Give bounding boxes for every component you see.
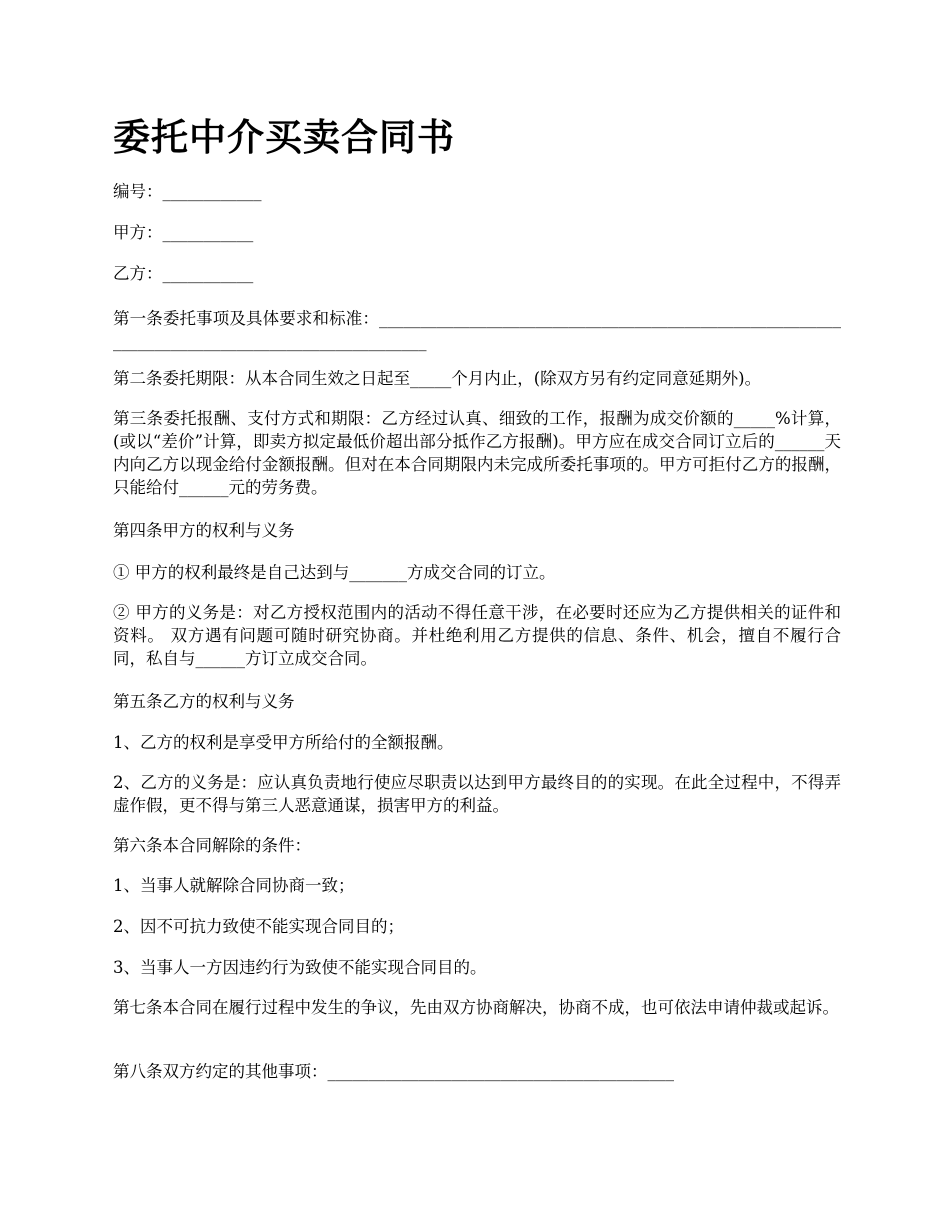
article-2-paragraph: 第二条委托期限：从本合同生效之日起至_____个月内止，(除双方另有约定同意延期外)。 [113,369,762,388]
article-4-heading: 第四条甲方的权利与义务 [113,521,295,540]
article-1-paragraph: 第一条委托事项及具体要求和标准：______________________________________________________________________________________________ [113,309,841,351]
article-6-item-2: 2、因不可抗力致使不能实现合同目的； [113,917,404,936]
contract-number-line: 编号：____________ [113,182,262,201]
party-b-line: 乙方：___________ [113,264,254,283]
article-4-item-2: ② 甲方的义务是：对乙方授权范围内的活动不得任意干涉，在必要时还应为乙方提供相关的证件和资料。 双方遇有问题可随时研究协商。并杜绝利用乙方提供的信息、条件、机会，擅自不履行合同，私自与______方订立成交合同。 [113,603,841,668]
document-title: 委托中介买卖合同书 [113,115,455,159]
party-a-line: 甲方：___________ [113,223,254,242]
article-6-item-1: 1、当事人就解除合同协商一致； [113,876,355,895]
article-5-item-2: 2、乙方的义务是：应认真负责地行使应尽职责以达到甲方最终目的的实现。在此全过程中，不得弄虚作假，更不得与第三人恶意通谋，损害甲方的利益。 [113,773,841,815]
article-3-paragraph: 第三条委托报酬、支付方式和期限：乙方经过认真、细致的工作，报酬为成交价额的_____%计算，(或以“差价”计算，即卖方拟定最低价超出部分抵作乙方报酬)。甲方应在成交合同订立后的______天内向乙方以现金给付金额报酬。但对在本合同期限内未完成所委托事项的。甲方可拒付乙方的报酬，只能给付______元的劳务费。 [113,409,841,497]
article-5-item-1: 1、乙方的权利是享受甲方所给付的全额报酬。 [113,733,454,752]
article-6-item-3: 3、当事人一方因违约行为致使不能实现合同目的。 [113,958,487,977]
article-7-paragraph: 第七条本合同在履行过程中发生的争议，先由双方协商解决，协商不成，也可依法申请仲裁或起诉。 [113,998,839,1017]
article-5-heading: 第五条乙方的权利与义务 [113,692,295,711]
article-6-heading: 第六条本合同解除的条件： [113,836,311,855]
article-8-paragraph: 第八条双方约定的其他事项：__________________________________________ [113,1062,674,1081]
article-4-item-1: ① 甲方的权利最终是自己达到与_______方成交合同的订立。 [113,563,556,582]
